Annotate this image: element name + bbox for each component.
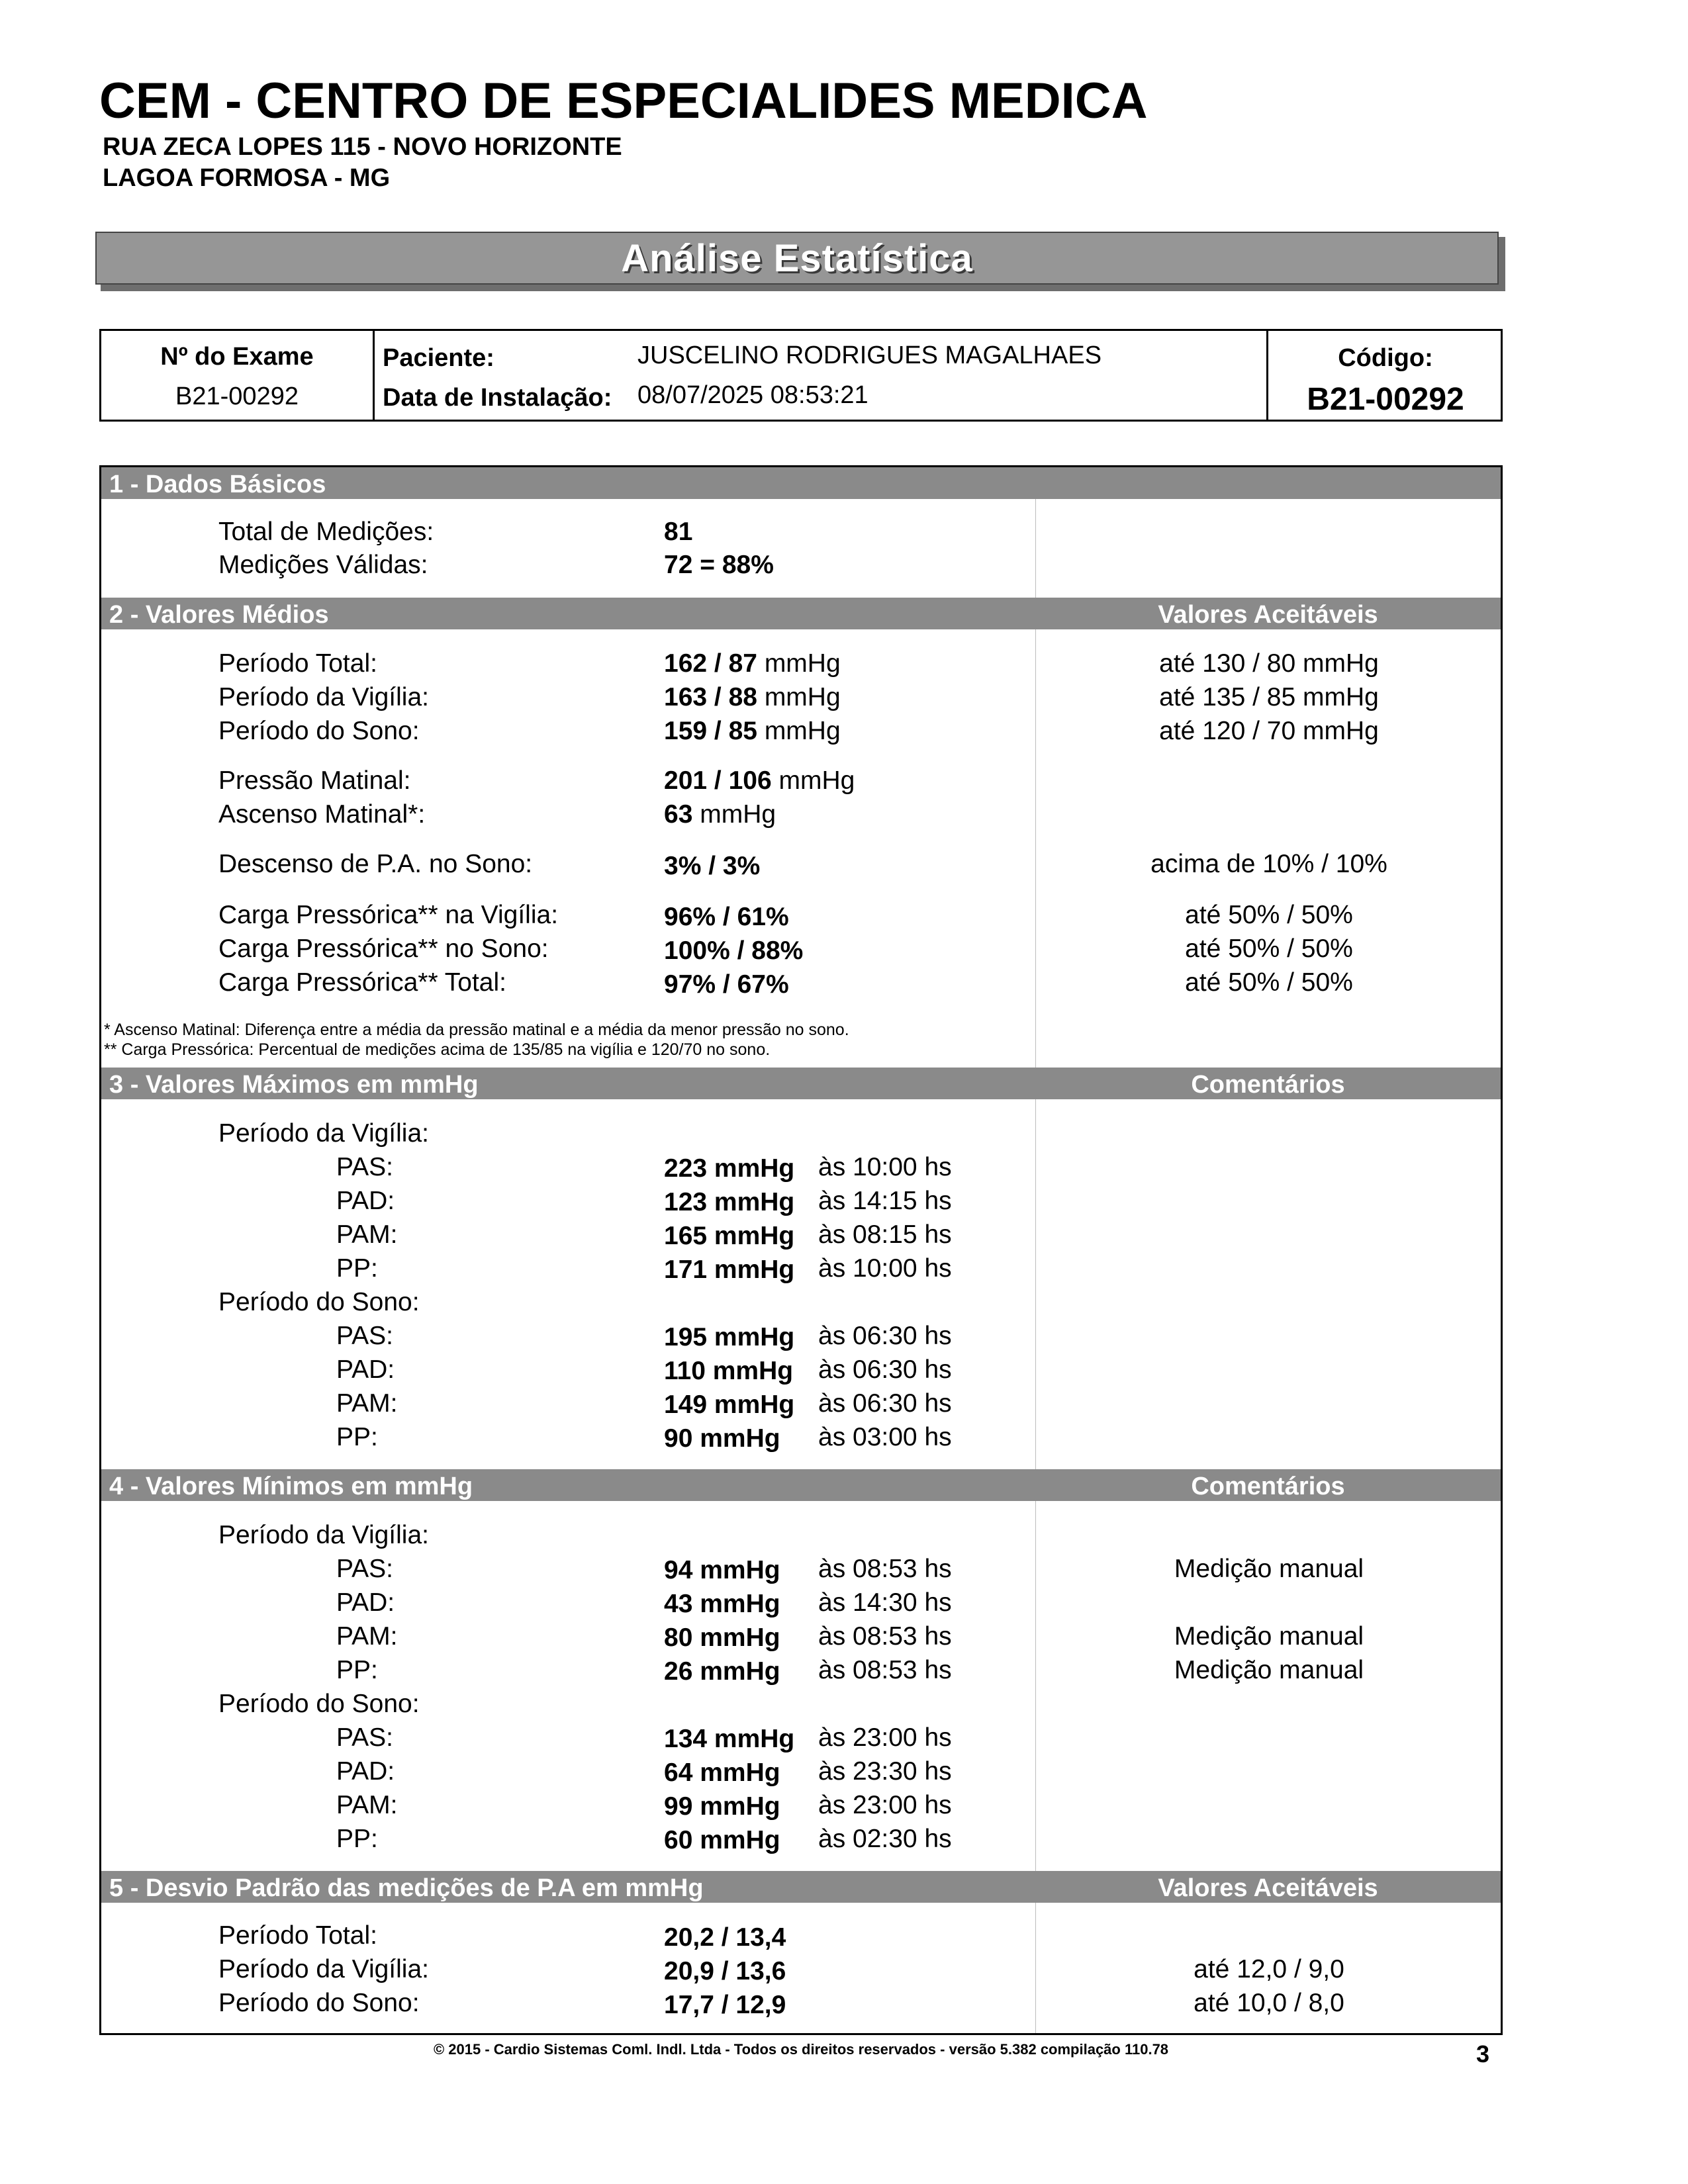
period-label: Período da Vigília: [218, 1119, 429, 1148]
row-label: PP: [336, 1825, 378, 1853]
row-value: 26 mmHg [664, 1657, 780, 1686]
row-label: Pressão Matinal: [218, 766, 411, 795]
period-label: Período da Vigília: [218, 1521, 429, 1549]
row-label: Período da Vigília: [218, 1955, 429, 1983]
value-unit: mmHg [764, 717, 841, 745]
row-label: Carga Pressórica** na Vigília: [218, 901, 559, 929]
value-number: 201 / 106 [664, 766, 772, 795]
section-title: 1 - Dados Básicos [109, 471, 326, 498]
code-value: B21-00292 [1307, 382, 1464, 417]
row-time: às 08:53 hs [818, 1622, 952, 1651]
row-value: 3% / 3% [664, 852, 761, 880]
section-right-title: Valores Aceitáveis [1158, 1874, 1378, 1902]
row-label: Período da Vigília: [218, 683, 429, 711]
clinic-address-line1: RUA ZECA LOPES 115 - NOVO HORIZONTE [103, 133, 622, 161]
row-value: 99 mmHg [664, 1792, 780, 1821]
row-value: 64 mmHg [664, 1758, 780, 1787]
row-reference: até 10,0 / 8,0 [1194, 1989, 1344, 2017]
install-date-value: 08/07/2025 08:53:21 [637, 381, 868, 409]
row-value: 100% / 88% [664, 936, 804, 965]
row-label: PAS: [336, 1322, 393, 1350]
row-time: às 02:30 hs [818, 1825, 952, 1853]
value-unit: mmHg [778, 766, 855, 795]
row-time: às 23:00 hs [818, 1791, 952, 1819]
period-label: Período do Sono: [218, 1288, 420, 1316]
row-reference: até 50% / 50% [1185, 934, 1353, 963]
row-value: 81 [664, 518, 693, 546]
row-value: 171 mmHg [664, 1255, 795, 1284]
row-label: PAM: [336, 1791, 398, 1819]
row-value [664, 801, 776, 827]
row-value: 149 mmHg [664, 1390, 795, 1419]
exam-number-value: B21-00292 [175, 383, 299, 410]
period-label: Período do Sono: [218, 1690, 420, 1718]
row-value: 20,9 / 13,6 [664, 1957, 786, 1985]
clinic-address-line2: LAGOA FORMOSA - MG [103, 164, 391, 192]
row-time: às 06:30 hs [818, 1322, 952, 1350]
row-label: PAM: [336, 1389, 398, 1418]
row-value: 97% / 67% [664, 970, 789, 999]
value-number: 163 / 88 [664, 683, 757, 711]
row-value: 60 mmHg [664, 1826, 780, 1854]
clinic-name: CEM - CENTRO DE ESPECIALIDES MEDICA [99, 73, 1148, 129]
section-header-min-values [101, 1469, 1501, 1501]
row-time: às 14:15 hs [818, 1187, 952, 1215]
row-label: PP: [336, 1423, 378, 1451]
row-time: às 03:00 hs [818, 1423, 952, 1451]
row-label: Período do Sono: [218, 1989, 420, 2017]
page-number: 3 [1476, 2040, 1490, 2068]
value-number: 162 / 87 [664, 649, 757, 678]
row-time: às 14:30 hs [818, 1588, 952, 1617]
row-label: PAS: [336, 1555, 393, 1583]
code-label: Código: [1338, 344, 1433, 372]
section-right-title: Valores Aceitáveis [1158, 601, 1378, 629]
row-reference: até 12,0 / 9,0 [1194, 1955, 1344, 1983]
row-value: 72 = 88% [664, 551, 774, 579]
row-reference: até 130 / 80 mmHg [1159, 649, 1379, 678]
row-label: PAD: [336, 1187, 395, 1215]
row-value: 110 mmHg [664, 1357, 794, 1385]
row-reference: até 135 / 85 mmHg [1159, 683, 1379, 711]
section-header-mean-values [101, 598, 1501, 629]
row-label: PAS: [336, 1153, 393, 1181]
row-value: 96% / 61% [664, 903, 789, 931]
section-header-std-dev [101, 1871, 1501, 1903]
row-label: Carga Pressórica** no Sono: [218, 934, 549, 963]
value-unit: mmHg [700, 800, 776, 829]
row-reference: até 50% / 50% [1185, 901, 1353, 929]
row-comment: Medição manual [1174, 1656, 1364, 1684]
footnote: * Ascenso Matinal: Diferença entre a média da pressão matinal e a média da menor pressão no sono. [104, 1021, 849, 1039]
row-time: às 10:00 hs [818, 1254, 952, 1283]
statistics-box [99, 465, 1503, 2035]
footnote: ** Carga Pressórica: Percentual de medições acima de 135/85 na vigília e 120/70 no sono. [104, 1040, 771, 1059]
section-header-basic-data [101, 467, 1501, 499]
patient-label: Paciente: [383, 344, 494, 372]
row-value [664, 684, 841, 710]
value-number: 159 / 85 [664, 717, 757, 745]
row-label: PAD: [336, 1588, 395, 1617]
row-time: às 10:00 hs [818, 1153, 952, 1181]
row-value: 43 mmHg [664, 1590, 780, 1618]
row-value: 90 mmHg [664, 1424, 780, 1453]
section-title: 5 - Desvio Padrão das medições de P.A em mmHg [109, 1874, 704, 1902]
value-unit: mmHg [764, 683, 841, 711]
row-value: 165 mmHg [664, 1222, 795, 1250]
row-value: 134 mmHg [664, 1725, 795, 1753]
row-value: 195 mmHg [664, 1323, 795, 1351]
row-time: às 08:53 hs [818, 1656, 952, 1684]
row-label: Descenso de P.A. no Sono: [218, 850, 533, 878]
row-time: às 06:30 hs [818, 1355, 952, 1384]
info-divider [373, 331, 375, 420]
row-value: 223 mmHg [664, 1154, 795, 1183]
row-label: PAD: [336, 1355, 395, 1384]
row-time: às 23:30 hs [818, 1757, 952, 1786]
exam-info-box [99, 329, 1503, 422]
row-value: 17,7 / 12,9 [664, 1991, 786, 2019]
title-bar [95, 232, 1499, 285]
row-label: Período Total: [218, 649, 377, 678]
row-label: Carga Pressórica** Total: [218, 968, 506, 997]
section-right-title: Comentários [1191, 1473, 1345, 1500]
row-label: PAD: [336, 1757, 395, 1786]
row-comment: Medição manual [1174, 1622, 1364, 1651]
row-reference: até 50% / 50% [1185, 968, 1353, 997]
section-header-max-values [101, 1068, 1501, 1099]
row-time: às 06:30 hs [818, 1389, 952, 1418]
row-label: Período do Sono: [218, 717, 420, 745]
row-label: Medições Válidas: [218, 551, 428, 579]
row-time: às 08:15 hs [818, 1220, 952, 1249]
patient-name: JUSCELINO RODRIGUES MAGALHAES [637, 341, 1102, 369]
row-reference: acima de 10% / 10% [1150, 850, 1387, 878]
page-title: Análise Estatística [621, 236, 973, 280]
footer-copyright: © 2015 - Cardio Sistemas Coml. Indl. Ltda - Todos os direitos reservados - versão 5.382 compilação 110.78 [433, 2041, 1169, 2058]
row-label: PAS: [336, 1723, 393, 1752]
row-label: Total de Medições: [218, 518, 434, 546]
row-label: PAM: [336, 1622, 398, 1651]
row-value [664, 651, 841, 676]
row-label: PAM: [336, 1220, 398, 1249]
row-time: às 23:00 hs [818, 1723, 952, 1752]
section-title: 4 - Valores Mínimos em mmHg [109, 1473, 473, 1500]
row-comment: Medição manual [1174, 1555, 1364, 1583]
row-value [664, 768, 855, 794]
exam-number-label: Nº do Exame [160, 343, 314, 371]
row-value: 94 mmHg [664, 1556, 780, 1584]
row-reference: até 120 / 70 mmHg [1159, 717, 1379, 745]
row-label: Ascenso Matinal*: [218, 800, 426, 829]
section-title: 2 - Valores Médios [109, 601, 329, 629]
section-title: 3 - Valores Máximos em mmHg [109, 1071, 479, 1099]
row-label: Período Total: [218, 1921, 377, 1950]
section-right-title: Comentários [1191, 1071, 1345, 1099]
row-value [664, 718, 841, 744]
row-time: às 08:53 hs [818, 1555, 952, 1583]
value-number: 63 [664, 800, 693, 829]
row-label: PP: [336, 1656, 378, 1684]
value-unit: mmHg [764, 649, 841, 678]
row-label: PP: [336, 1254, 378, 1283]
row-value: 123 mmHg [664, 1188, 795, 1216]
row-value: 20,2 / 13,4 [664, 1923, 786, 1952]
row-value: 80 mmHg [664, 1623, 780, 1652]
install-date-label: Data de Instalação: [383, 384, 612, 412]
